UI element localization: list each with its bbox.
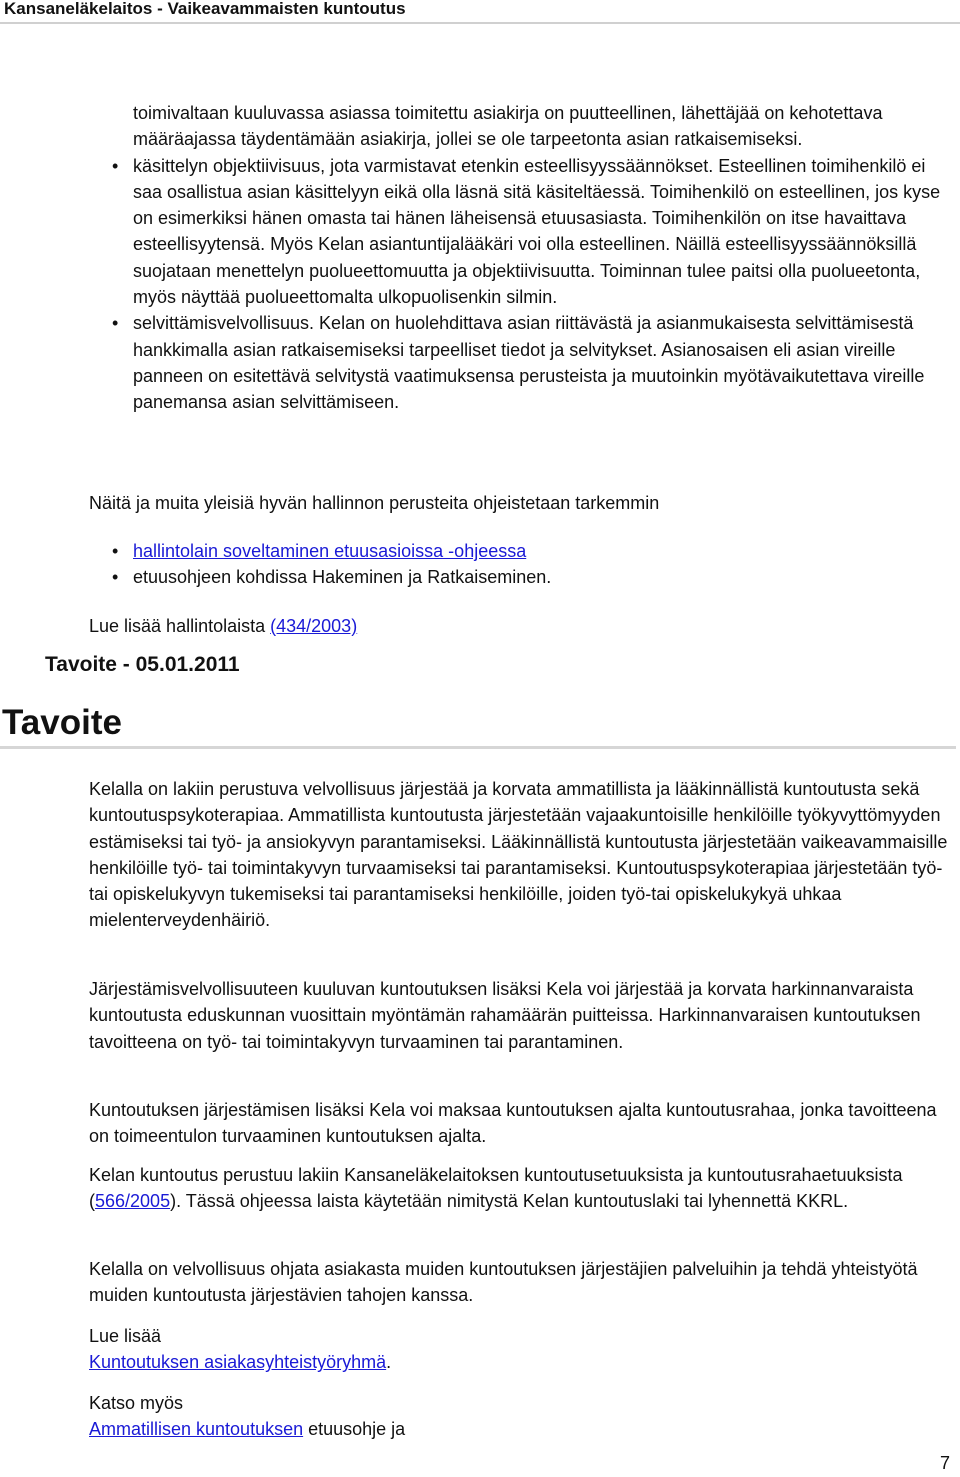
period-text: . xyxy=(386,1352,392,1373)
vocational-rehabilitation-link[interactable]: Ammatillisen kuntoutuksen xyxy=(89,1419,304,1440)
see-also-block xyxy=(89,1390,949,1443)
guidance-intro: Näitä ja muita yleisiä hyvän hallinnon perusteita ohjeistetaan tarkemmin xyxy=(89,493,660,513)
law-434-2003-link[interactable]: (434/2003) xyxy=(270,616,358,636)
legal-basis-text: Kelan kuntoutus perustuu lakiin Kansaneläkelaitoksen kuntoutusetuuksista ja kuntoutusrahaetuuksista ( xyxy=(89,1165,903,1212)
paragraph-cooperation: Kelalla on velvollisuus ohjata asiakasta muiden kuntoutuksen järjestäjien palveluihin ja tehdä yhteistyötä muiden kuntoutusta järjestävien tahojen kanssa. xyxy=(89,1259,918,1306)
section-heading: Tavoite xyxy=(2,703,122,742)
law-566-2005-link[interactable]: 566/2005 xyxy=(95,1191,171,1212)
paragraph-legal-basis xyxy=(89,1162,909,1215)
top-bullet-list xyxy=(112,100,953,416)
bullet-icon: • xyxy=(112,541,119,561)
read-more-text: Lue lisää hallintolaista xyxy=(89,616,271,636)
section-divider xyxy=(0,746,956,749)
header-divider xyxy=(0,22,960,24)
see-also-label: Katso myös xyxy=(89,1393,184,1413)
read-more-block xyxy=(89,1323,949,1376)
list-item xyxy=(112,538,933,564)
paragraph-allowance: Kuntoutuksen järjestämisen lisäksi Kela voi maksaa kuntoutuksen ajalta kuntoutusrahaa, jonka tavoitteena on toimeentulon turvaaminen kuntoutuksen ajalta. xyxy=(89,1100,937,1147)
legal-basis-text-end: ). Tässä ohjeessa laista käytetään nimitystä Kelan kuntoutuslaki tai lyhennettä KKRL. xyxy=(170,1191,849,1212)
customer-cooperation-group-link[interactable]: Kuntoutuksen asiakasyhteistyöryhmä xyxy=(89,1352,387,1373)
guidance-list xyxy=(112,538,933,591)
bullet-icon: • xyxy=(112,155,119,176)
list-item xyxy=(112,564,933,590)
list-item-text: etuusohjeen kohdissa Hakeminen ja Ratkaiseminen. xyxy=(133,567,552,588)
read-more-label: Lue lisää xyxy=(89,1326,162,1346)
paragraph-obligation: Kelalla on lakiin perustuva velvollisuus järjestää ja korvata ammatillista ja lääkinnällistä kuntoutusta sekä kuntoutuspsykoterapiaa. Ammatillista kuntoutusta järjestetään vajaakuntoisille henkilöille työkyvyttömyyden estämiseksi tai työ- ja ansiokyvyn parantamiseksi. Lääkinnällistä kuntoutusta järjestetään vaikeavammaisille henkilöille työ- tai toimintakyvyn turvaamiseksi tai parantamiseksi. Kuntoutuspsykoterapiaa järjestetään työ- tai opiskelukyvyn tukemiseksi tai parantamiseksi henkilöille, joiden työ-tai opiskelukykyä uhkaa mielenterveydenhäiriö. xyxy=(89,779,948,931)
page-number: 7 xyxy=(940,1453,951,1473)
list-continuation-text: toimivaltaan kuuluvassa asiassa toimitettu asiakirja on puutteellinen, lähettäjää on kehotettava määräajassa täydentämään asiakirja, jollei se ole tarpeetonta asian ratkaisemiseksi. xyxy=(133,103,883,150)
bullet-icon: • xyxy=(112,313,119,334)
read-more-administrative-law xyxy=(89,613,949,639)
page-header-title: Kansaneläkelaitos - Vaikeavammaisten kuntoutus xyxy=(4,0,406,18)
list-item xyxy=(112,310,953,415)
version-heading: Tavoite - 05.01.2011 xyxy=(45,653,240,676)
list-item-text: selvittämisvelvollisuus. Kelan on huolehdittava asian riittävästä ja asianmukaisesta selvittämisestä hankkimalla asian ratkaisemiseksi tarpeelliset tiedot ja selvitykset. Asianosaisen eli asian vireille panneen on esitettävä selvitystä vaatimuksensa perusteista ja muutoinkin myötävaikutettava vireille panemansa asian selvittämiseen. xyxy=(133,313,925,413)
hallintolaki-guide-link[interactable]: hallintolain soveltaminen etuusasioissa -ohjeessa xyxy=(133,541,527,561)
list-item-text: käsittelyn objektiivisuus, jota varmistavat etenkin esteellisyyssäännökset. Esteellinen toimihenkilö ei saa osallistua asian käsittelyyn eikä olla läsnä sitä käsiteltäessä. Toimihenkilö on esteellinen, jos kyse on esimerkiksi hänen omasta tai hänen läheisensä etuusasiasta. Toimihenkilön on itse havaittava esteellisyytensä. Myös Kelan asiantuntijalääkäri voi olla esteellinen. Näillä esteellisyyssäännöksillä suojataan menettelyn puolueettomuutta ja objektiivisuutta. Toiminnan tulee paitsi olla puolueetonta, myös näyttää puolueettomalta ulkopuolisenkin silmin. xyxy=(133,155,941,308)
list-item xyxy=(112,153,953,311)
paragraph-discretionary: Järjestämisvelvollisuuteen kuuluvan kuntoutuksen lisäksi Kela voi järjestää ja korvata harkinnanvaraista kuntoutusta eduskunnan vuosittain myöntämän rahamäärän puitteissa. Harkinnanvaraisen kuntoutuksen tavoitteena on työ- tai toimintakyvyn turvaaminen tai parantaminen. xyxy=(89,979,921,1052)
bullet-icon: • xyxy=(112,567,119,588)
see-also-text: etuusohje ja xyxy=(303,1419,406,1440)
